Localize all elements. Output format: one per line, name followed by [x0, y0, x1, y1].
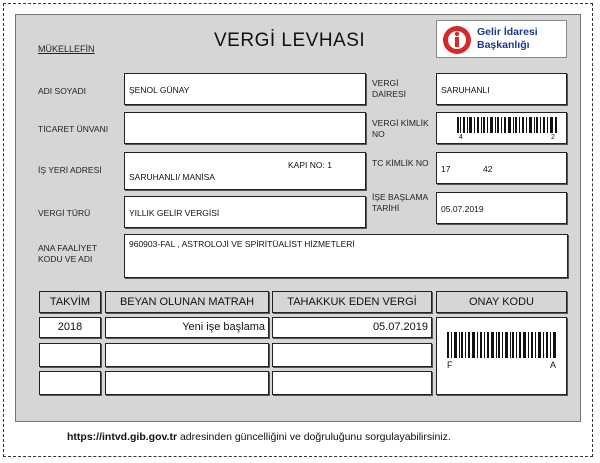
tax-type-value: YILLIK GELİR VERGİSİ — [129, 208, 220, 218]
tax-type-field — [124, 196, 366, 228]
tax-id-field — [436, 112, 567, 144]
address-field — [124, 152, 366, 190]
activity-field — [124, 234, 568, 278]
tax-office-value: SARUHANLI — [441, 85, 490, 95]
table-cell — [39, 343, 101, 367]
table-cell — [105, 371, 269, 395]
approval-barcode — [447, 332, 557, 358]
table-cell — [272, 343, 432, 367]
logo-text-line1: Gelir İdaresi — [477, 26, 538, 38]
tax-id-barcode — [457, 117, 557, 133]
barcode-right-char: A — [550, 360, 557, 370]
header-accrued-tax: TAHAKKUK EDEN VERGİ — [272, 291, 432, 313]
owner-label: MÜKELLEFİN — [38, 44, 95, 54]
door-number: KAPI NO: 1 — [288, 160, 332, 170]
table-cell — [39, 317, 101, 338]
row1-year: 2018 — [57, 321, 83, 333]
address-label: İŞ YERİ ADRESİ — [38, 165, 102, 175]
tax-office-label-line2: DAİRESİ — [372, 89, 407, 99]
name-value: ŞENOL GÜNAY — [129, 85, 190, 95]
name-field — [124, 73, 366, 105]
tc-id-label: TC KİMLİK NO — [372, 158, 429, 168]
tax-id-label-line2: NO — [372, 129, 385, 139]
activity-value: 960903-FAL , ASTROLOJİ VE SPİRİTÜALİST HİZMETLERİ — [129, 239, 355, 249]
row1-accrued: 05.07.2019 — [372, 321, 428, 333]
page-title: VERGİ LEVHASI — [214, 30, 366, 51]
address-value: SARUHANLI/ MANİSA — [129, 172, 215, 182]
tc-id-value-end: 42 — [483, 164, 493, 174]
tax-office-label-line1: VERGİ — [372, 78, 399, 88]
verification-link[interactable]: https://intvd.gib.gov.tr — [67, 431, 178, 443]
activity-label-line1: ANA FAALİYET — [38, 243, 98, 253]
table-cell — [39, 371, 101, 395]
logo-text-line2: Başkanlığı — [477, 39, 530, 51]
table-cell — [272, 371, 432, 395]
tax-id-digit-start: 4 — [459, 134, 463, 141]
table-cell — [272, 317, 432, 338]
table-cell — [105, 343, 269, 367]
activity-label-line2: KODU VE ADI — [38, 254, 93, 264]
start-date-label-line2: TARİHİ — [372, 203, 400, 213]
row1-declared: Yeni işe başlama — [182, 321, 265, 333]
gib-logo — [436, 20, 567, 58]
tax-id-digit-end: 2 — [551, 134, 555, 141]
barcode-left-char: F — [447, 360, 453, 370]
trade-name-label: TİCARET ÜNVANI — [38, 124, 109, 134]
footer-note — [67, 431, 537, 443]
header-approval-code: ONAY KODU — [436, 291, 567, 313]
tax-id-label-line1: VERGİ KİMLİK — [372, 118, 429, 128]
table-cell — [105, 317, 269, 338]
header-calendar: TAKVİM — [39, 291, 101, 313]
gib-logo-icon — [442, 25, 472, 55]
approval-code-field — [436, 317, 567, 395]
name-label: ADI SOYADI — [38, 86, 87, 96]
trade-name-field — [124, 112, 366, 144]
start-date-value: 05.07.2019 — [441, 204, 484, 214]
footer-text: adresinden güncelliğini ve doğruluğunu sorgulayabilirsiniz. — [177, 431, 451, 443]
tax-type-label: VERGİ TÜRÜ — [38, 208, 91, 218]
start-date-field — [436, 192, 567, 224]
header-declared-base: BEYAN OLUNAN MATRAH — [105, 291, 269, 313]
start-date-label-line1: İŞE BAŞLAMA — [372, 192, 429, 202]
tc-id-value-start: 17 — [441, 164, 451, 174]
tc-id-field — [436, 152, 567, 184]
tax-office-field — [436, 73, 567, 105]
